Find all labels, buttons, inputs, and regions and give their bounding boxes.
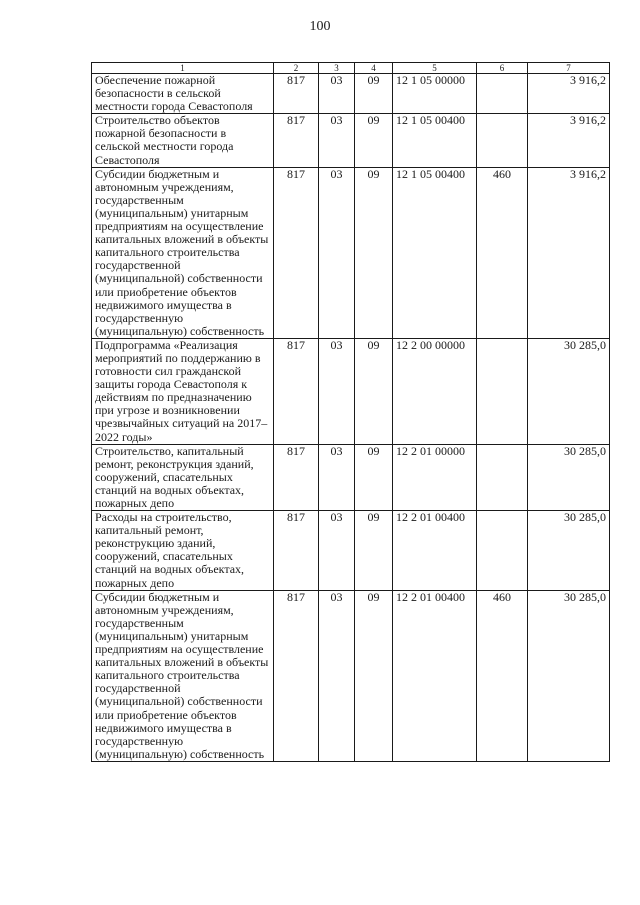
table-row [92, 74, 610, 114]
column-header: 4 [355, 63, 393, 74]
target-article-cell: 12 2 01 00400 [393, 511, 477, 591]
expense-type-cell: 460 [477, 590, 528, 761]
column-header: 3 [319, 63, 355, 74]
amount-cell: 3 916,2 [528, 114, 610, 167]
ministry-code-cell: 817 [274, 167, 319, 338]
target-article-cell: 12 2 01 00000 [393, 444, 477, 510]
table-row [92, 167, 610, 338]
subsection-code-cell: 09 [355, 338, 393, 444]
subsection-code-cell: 09 [355, 511, 393, 591]
amount-cell: 30 285,0 [528, 444, 610, 510]
section-code-cell: 03 [319, 114, 355, 167]
ministry-code-cell: 817 [274, 74, 319, 114]
table-row [92, 511, 610, 591]
column-header: 1 [92, 63, 274, 74]
amount-cell: 30 285,0 [528, 338, 610, 444]
section-code-cell: 03 [319, 167, 355, 338]
expense-type-cell [477, 114, 528, 167]
expense-type-cell [477, 511, 528, 591]
target-article-cell: 12 2 01 00400 [393, 590, 477, 761]
table-row [92, 338, 610, 444]
row-name-cell: Расходы на строительство, капитальный ремонт, реконструкцию зданий, сооружений, спасательных станций на водных объектах, пожарных депо [92, 511, 274, 591]
table-row [92, 114, 610, 167]
subsection-code-cell: 09 [355, 74, 393, 114]
subsection-code-cell: 09 [355, 114, 393, 167]
column-header: 5 [393, 63, 477, 74]
table-header-row [92, 63, 610, 74]
expense-type-cell [477, 338, 528, 444]
amount-cell: 3 916,2 [528, 74, 610, 114]
column-header: 7 [528, 63, 610, 74]
ministry-code-cell: 817 [274, 114, 319, 167]
subsection-code-cell: 09 [355, 444, 393, 510]
target-article-cell: 12 1 05 00400 [393, 114, 477, 167]
target-article-cell: 12 1 05 00000 [393, 74, 477, 114]
budget-table [91, 62, 610, 762]
ministry-code-cell: 817 [274, 338, 319, 444]
row-name-cell: Строительство, капитальный ремонт, реконструкция зданий, сооружений, спасательных станций на водных объектах, пожарных депо [92, 444, 274, 510]
row-name-cell: Подпрограмма «Реализация мероприятий по поддержанию в готовности сил гражданской защиты города Севастополя к действиям по предназначению при угрозе и возникновении чрезвычайных ситуаций на 2017–2022 годы» [92, 338, 274, 444]
section-code-cell: 03 [319, 338, 355, 444]
column-header: 6 [477, 63, 528, 74]
target-article-cell: 12 2 00 00000 [393, 338, 477, 444]
ministry-code-cell: 817 [274, 590, 319, 761]
section-code-cell: 03 [319, 444, 355, 510]
expense-type-cell: 460 [477, 167, 528, 338]
expense-type-cell [477, 74, 528, 114]
expense-type-cell [477, 444, 528, 510]
ministry-code-cell: 817 [274, 511, 319, 591]
amount-cell: 30 285,0 [528, 590, 610, 761]
table-row [92, 444, 610, 510]
table-row [92, 590, 610, 761]
column-header: 2 [274, 63, 319, 74]
section-code-cell: 03 [319, 511, 355, 591]
section-code-cell: 03 [319, 590, 355, 761]
ministry-code-cell: 817 [274, 444, 319, 510]
amount-cell: 30 285,0 [528, 511, 610, 591]
target-article-cell: 12 1 05 00400 [393, 167, 477, 338]
page-number: 100 [309, 19, 331, 34]
subsection-code-cell: 09 [355, 167, 393, 338]
row-name-cell: Строительство объектов пожарной безопасности в сельской местности города Севастополя [92, 114, 274, 167]
amount-cell: 3 916,2 [528, 167, 610, 338]
row-name-cell: Субсидии бюджетным и автономным учреждениям, государственным (муниципальным) унитарным предприятиям на осуществление капитальных вложений в объекты капитального строительства государственной (муниципальной) собственности или приобретение объектов недвижимого имущества в государственную (муниципальную) собственность [92, 590, 274, 761]
subsection-code-cell: 09 [355, 590, 393, 761]
row-name-cell: Субсидии бюджетным и автономным учреждениям, государственным (муниципальным) унитарным предприятиям на осуществление капитальных вложений в объекты капитального строительства государственной (муниципальной) собственности или приобретение объектов недвижимого имущества в государственную (муниципальную) собственность [92, 167, 274, 338]
section-code-cell: 03 [319, 74, 355, 114]
row-name-cell: Обеспечение пожарной безопасности в сельской местности города Севастополя [92, 74, 274, 114]
